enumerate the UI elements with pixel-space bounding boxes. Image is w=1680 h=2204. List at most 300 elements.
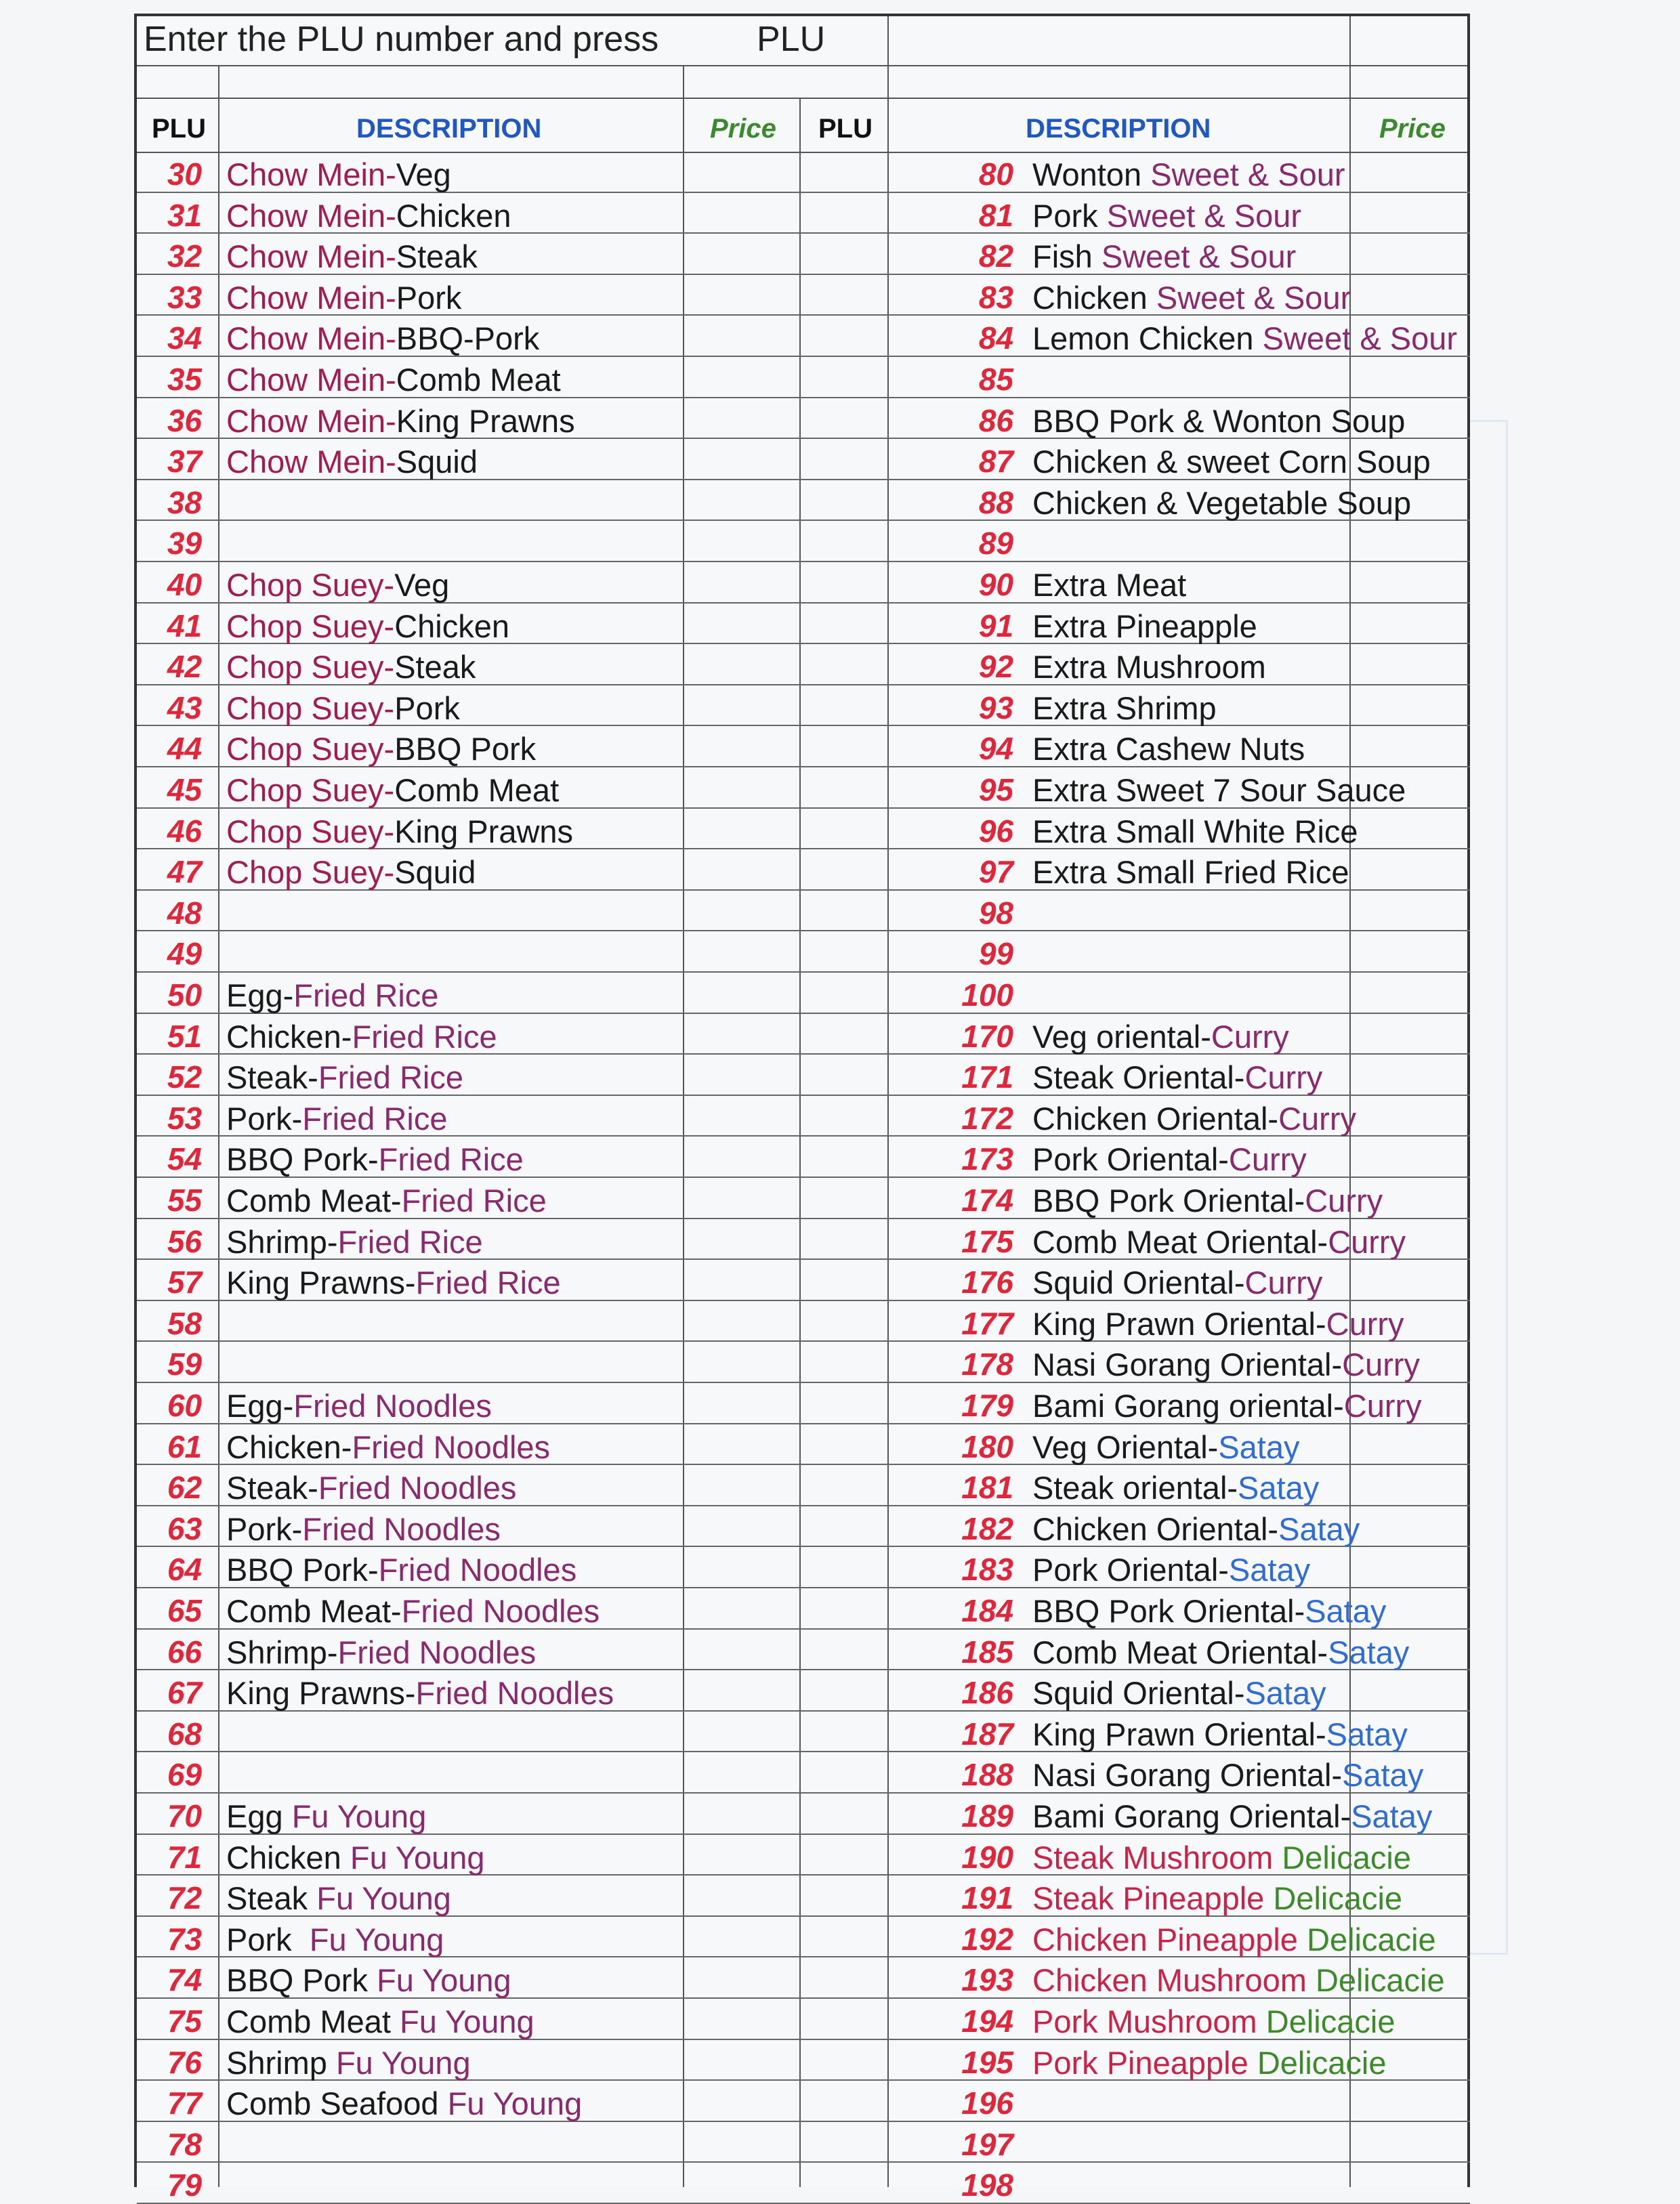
item-description [1032,1346,1420,1383]
description-part: Pork [396,279,462,316]
description-part: Fu Young [309,1921,444,1957]
item-description [226,361,561,398]
description-part: Extra Sweet 7 Sour Sauce [1032,772,1406,808]
description-part: Fried Rice [318,1059,464,1096]
table-row [137,275,887,316]
table-row [887,1137,1470,1178]
plu-number: 51 [167,1018,202,1054]
plu-number: 177 [961,1305,1013,1341]
description-part: Steak- [226,1470,318,1506]
description-part: Chop Suey- [226,854,395,891]
description-part: Steak [396,238,478,275]
item-description [226,1141,524,1178]
plu-number: 198 [961,2167,1013,2203]
description-part: Steak Mushroom [1032,1839,1282,1875]
description-part: Fried Rice [401,1183,547,1218]
plu-number: 94 [978,731,1013,767]
plu-number: 192 [961,1921,1013,1957]
table-row [137,1301,887,1342]
description-part: King Prawns- [226,1265,416,1301]
description-part: Satay [1328,1634,1410,1670]
description-part: Nasi Gorang Oriental- [1032,1757,1343,1794]
description-part: Satay [1244,1675,1326,1712]
item-description [226,853,476,891]
table-row [137,1178,887,1219]
description-part: Comb Meat- [226,1593,402,1629]
table-row [137,398,887,440]
description-part: Sweet & Sour [1262,320,1458,357]
table-row [887,2040,1470,2081]
plu-number: 74 [167,1962,202,1998]
description-part: BBQ Pork- [226,1141,379,1178]
description-part: Fried Noodles [415,1675,614,1712]
item-description [1032,1387,1422,1424]
description-part: Comb Meat Oriental- [1032,1634,1328,1670]
description-part: Satay [1351,1798,1433,1834]
item-description [226,1798,426,1835]
item-description [1032,2044,1387,2081]
table-row [137,152,887,193]
table-row [887,931,1470,973]
plu-number: 73 [167,1921,202,1957]
table-row [137,973,887,1014]
item-description [1032,853,1349,891]
description-part: Egg- [226,1388,294,1424]
description-part: Chicken Oriental- [1032,1100,1279,1137]
item-description [1032,1510,1360,1548]
table-row [137,1835,887,1876]
instruction-text: Enter the PLU number and press [144,20,659,59]
item-description [226,1428,550,1466]
plu-number: 48 [167,895,202,931]
plu-number: 95 [978,772,1013,807]
plu-number: 182 [961,1510,1013,1546]
title-row [137,16,1467,66]
table-row [887,1917,1470,1958]
item-description [1032,813,1358,850]
description-part: Delicacie [1307,1921,1436,1957]
plu-number: 99 [978,936,1013,972]
description-part: Satay [1218,1428,1300,1465]
title-divider [887,16,889,65]
item-description [1032,1428,1300,1466]
title-divider [1349,16,1351,65]
plu-number: 70 [167,1798,202,1834]
description-part: Squid [396,444,478,480]
description-part: Fried Noodles [352,1428,551,1465]
left-price-header: Price [710,114,776,144]
table-row [137,1506,887,1548]
description-part: Chicken Oriental- [1032,1510,1279,1547]
plu-number: 85 [978,362,1013,397]
plu-number: 63 [167,1510,202,1546]
plu-number: 181 [961,1470,1013,1506]
description-part: Extra Pineapple [1032,608,1257,644]
item-description [1032,1839,1411,1876]
plu-number: 100 [961,977,1013,1013]
plu-sheet [134,14,1470,2203]
item-description [226,1592,600,1630]
table-row [887,1424,1470,1466]
table-row [137,1670,887,1712]
item-description [1032,608,1257,645]
plu-number: 189 [961,1798,1013,1834]
plu-number: 197 [961,2126,1013,2162]
description-part: Veg Oriental- [1032,1428,1219,1465]
description-part: Chicken Pineapple [1032,1921,1307,1957]
plu-number: 78 [167,2126,202,2162]
description-part: Fried Noodles [337,1634,537,1670]
table-row [137,1999,887,2040]
plu-number: 39 [167,526,202,561]
right-description-header: DESCRIPTION [1026,114,1211,144]
description-part: Veg [394,567,450,603]
description-part: Chop Suey- [226,608,395,644]
plu-number: 173 [961,1141,1013,1177]
item-description [226,279,461,316]
description-part: Sweet & Sour [1106,197,1302,234]
description-part: Fried Noodles [401,1593,600,1629]
description-part: Curry [1342,1347,1421,1383]
table-row [137,1465,887,1506]
description-part: Fried Rice [302,1100,448,1137]
table-row [887,1178,1470,1219]
description-part: Curry [1343,1388,1422,1424]
item-description [226,2003,534,2040]
description-part: BBQ-Pork [396,320,540,357]
table-row [887,480,1470,522]
description-part: Chicken & sweet Corn Soup [1032,444,1431,480]
description-part: King Prawns [396,402,575,439]
item-description [1032,443,1431,480]
plu-number: 30 [167,156,202,192]
item-description [1032,2003,1395,2040]
plu-number: 180 [961,1428,1013,1464]
table-row [887,1260,1470,1301]
table-row [137,1712,887,1753]
table-row [137,439,887,480]
table-row [887,849,1470,891]
table-row [137,1219,887,1260]
table-row [887,726,1470,767]
description-part: Chow Mein- [226,444,396,480]
item-description [226,238,478,275]
table-row [887,439,1470,480]
description-part: Chicken [394,608,510,644]
description-part: Fu Young [335,2044,471,2081]
table-row [887,2122,1470,2163]
description-part: Steak Oriental- [1032,1059,1245,1096]
table-row [887,521,1470,562]
table-row [887,1875,1470,1917]
plu-number: 71 [167,1839,202,1875]
description-part: Sweet & Sour [1101,238,1297,275]
left-description-header: DESCRIPTION [356,114,542,144]
table-row [887,603,1470,645]
description-part: Fu Young [447,2085,583,2122]
description-part: Comb Meat [394,772,560,808]
plu-number: 88 [978,484,1013,520]
item-description [226,156,451,193]
description-part: Satay [1326,1716,1408,1752]
description-part: Curry [1211,1018,1289,1055]
description-part: King Prawn Oriental- [1032,1716,1326,1752]
plu-number: 86 [978,402,1013,438]
table-row [137,521,887,562]
header-row [137,98,1467,153]
description-part: Extra Meat [1032,567,1187,603]
table-row [887,1547,1470,1588]
plu-number: 65 [167,1593,202,1628]
plu-number: 84 [978,320,1013,356]
right-price-header: Price [1379,114,1446,144]
item-description [226,566,449,603]
description-part: Steak- [226,1059,318,1096]
item-description [1032,771,1406,809]
description-part: Pork- [226,1510,303,1547]
description-part: Fu Young [377,1962,511,1999]
plu-number: 35 [167,362,202,397]
table-row [887,316,1470,357]
description-part: Pork [226,1921,310,1957]
description-part: Curry [1244,1059,1323,1096]
plu-number: 172 [961,1100,1013,1136]
description-part: Fu Young [316,1880,451,1917]
description-part: Chop Suey- [226,649,395,685]
item-description [226,1387,492,1424]
table-row [137,931,887,973]
item-description [1032,1962,1445,1999]
plu-number: 170 [961,1018,1013,1054]
description-part: Chicken & Vegetable Soup [1032,484,1412,521]
item-description [1032,1674,1326,1712]
table-row [137,685,887,727]
item-description [226,1264,561,1301]
plu-number: 61 [167,1428,202,1464]
item-description [226,690,460,727]
item-description [226,1100,447,1137]
description-part: Fried Noodles [302,1510,501,1547]
item-description [226,730,536,767]
table-row [887,1670,1470,1712]
plu-number: 66 [167,1634,202,1670]
description-part: BBQ Pork Oriental- [1032,1183,1305,1218]
item-description [226,771,559,809]
description-part: Pork [394,690,460,726]
description-part: Nasi Gorang Oriental- [1032,1347,1343,1383]
table-row [887,1055,1470,1096]
item-description [1032,690,1217,727]
plu-number: 31 [167,197,202,233]
item-description [1032,1264,1322,1301]
plu-number: 77 [167,2085,202,2121]
plu-number: 45 [167,772,202,807]
description-part: Chop Suey- [226,567,395,603]
description-part: Chop Suey- [226,813,395,849]
plu-number: 97 [978,854,1013,890]
plu-number: 190 [961,1839,1013,1875]
table-row [887,1752,1470,1794]
item-description [226,402,575,440]
item-description [1032,1141,1307,1178]
item-description [1032,1100,1356,1137]
description-part: Delicacie [1265,2004,1395,2039]
plu-number: 49 [167,936,202,972]
table-row [137,2163,887,2204]
description-part: Comb Meat [396,362,561,398]
plu-number: 43 [167,690,202,725]
table-row [137,316,887,357]
plu-number: 54 [167,1141,202,1177]
description-part: Delicacie [1257,2044,1387,2081]
plu-number: 32 [167,238,202,274]
description-part: BBQ Pork Oriental- [1032,1593,1305,1629]
description-part: Steak Pineapple [1032,1880,1274,1917]
plu-number: 52 [167,1059,202,1095]
plu-number: 195 [961,2044,1013,2080]
table-row [137,1260,887,1301]
table-row [887,685,1470,727]
table-row [137,2081,887,2122]
plu-number: 83 [978,279,1013,315]
description-part: Sweet & Sour [1156,279,1351,316]
item-description [1032,402,1405,440]
table-row [137,644,887,685]
plu-number: 67 [167,1675,202,1711]
item-description [1032,1182,1383,1219]
plu-number: 55 [167,1183,202,1218]
description-part: Steak oriental- [1032,1470,1238,1506]
plu-number: 87 [978,444,1013,480]
plu-number: 72 [167,1880,202,1916]
description-part: Chow Mein- [226,402,396,439]
table-row [887,398,1470,440]
table-row [887,1014,1470,1055]
plu-number: 34 [167,320,202,356]
table-row [887,1506,1470,1548]
description-part: Egg- [226,977,294,1013]
description-part: BBQ Pork [226,1962,377,1999]
table-row [137,726,887,767]
description-part: Curry [1278,1100,1356,1137]
plu-number: 175 [961,1223,1013,1259]
description-part: Delicacie [1315,1962,1445,1999]
description-part: Shrimp- [226,1223,338,1260]
plu-number: 56 [167,1223,202,1259]
table-row [137,1547,887,1588]
description-part: BBQ Pork- [226,1552,379,1588]
plu-number: 80 [978,156,1013,192]
item-description [1032,648,1266,685]
item-description [226,1018,497,1055]
description-part: Chow Mein- [226,197,396,234]
description-part: Fried Rice [378,1141,524,1178]
plu-number: 75 [167,2004,202,2039]
table-row [137,2040,887,2081]
item-description [1032,1716,1408,1753]
plu-number: 186 [961,1675,1013,1711]
description-part: Chicken Mushroom [1032,1962,1316,1999]
item-description [1032,197,1301,234]
item-description [226,443,478,480]
plu-number: 68 [167,1716,202,1752]
table-row [887,644,1470,685]
plu-number: 59 [167,1347,202,1382]
description-part: Lemon Chicken [1032,320,1263,357]
plu-number: 44 [167,731,202,767]
description-part: Chicken [226,1839,350,1875]
table-row [137,1137,887,1178]
plu-number: 91 [978,608,1013,643]
description-part: Chicken [396,197,511,234]
description-part: Comb Seafood [226,2085,448,2122]
item-description [1032,1634,1409,1671]
description-part: Egg [226,1798,292,1834]
plu-number: 33 [167,279,202,315]
description-part: Curry [1305,1183,1383,1218]
item-description [226,1551,576,1588]
plu-number: 187 [961,1716,1013,1752]
table-row [887,1465,1470,1506]
description-part: Chow Mein- [226,320,396,357]
table-row [887,1588,1470,1630]
plu-number: 193 [961,1962,1013,1998]
description-part: Fu Young [399,2004,534,2039]
description-part: Chicken [1032,279,1156,316]
description-part: Extra Shrimp [1032,690,1217,726]
description-part: BBQ Pork [394,731,537,767]
plu-number: 76 [167,2044,202,2080]
description-part: Shrimp- [226,1634,338,1670]
description-part: Fried Noodles [318,1470,517,1506]
description-part: Delicacie [1282,1839,1411,1875]
table-row [887,1383,1470,1424]
item-description [1032,1880,1402,1917]
item-description [226,813,573,850]
plu-number: 98 [978,895,1013,931]
plu-number: 179 [961,1388,1013,1423]
description-part: Extra Cashew Nuts [1032,731,1305,767]
plu-number: 60 [167,1388,202,1423]
description-part: Fried Rice [337,1223,483,1260]
description-part: Squid Oriental- [1032,1265,1245,1301]
plu-number: 82 [978,238,1013,274]
description-part: Satay [1278,1510,1360,1547]
item-description [1032,566,1186,603]
item-description [1032,1223,1406,1260]
table-row [887,1219,1470,1260]
description-part: Chop Suey- [226,731,395,767]
plu-key-label: PLU [757,20,826,59]
plu-number: 53 [167,1100,202,1136]
plu-number: 38 [167,484,202,520]
table-row [137,2122,887,2163]
description-part: Pork Oriental- [1032,1552,1229,1588]
table-row [887,973,1470,1014]
table-row [137,1917,887,1958]
description-part: Satay [1342,1757,1424,1794]
table-row [137,1424,887,1466]
table-row [887,1630,1470,1671]
table-row [887,275,1470,316]
item-description [1032,484,1411,522]
plu-number: 174 [961,1183,1013,1218]
item-description [226,2085,582,2122]
table-row [137,1875,887,1917]
item-description [226,1921,444,1958]
table-row [887,234,1470,275]
table-row [137,1794,887,1835]
